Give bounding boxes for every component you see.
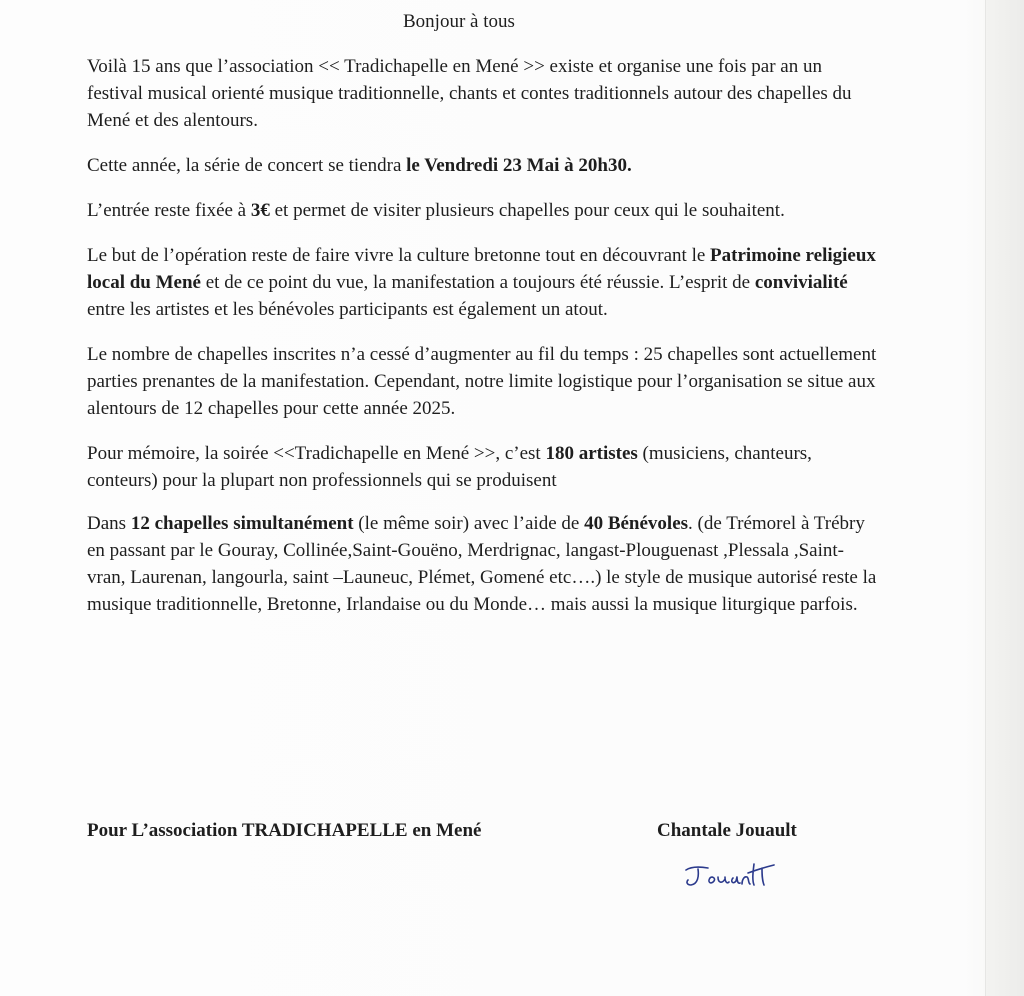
volunteers-highlight: 40 Bénévoles <box>584 513 689 534</box>
entry-fee: 3€ <box>250 200 270 221</box>
event-date: le Vendredi 23 Mai à 20h30. <box>406 155 632 176</box>
salutation: Bonjour à tous <box>403 11 515 32</box>
artists-tail: (musiciens, chanteurs, conteurs) pour la plupart non professionnels qui se produisent <box>87 443 812 491</box>
chapels-middle: (le même soir) avec l’aide de <box>353 513 585 534</box>
paragraph-chapels-volunteers <box>87 510 877 618</box>
goal-middle: et de ce point du vue, la manifestation a toujours été réussie. L’esprit de <box>201 272 755 293</box>
date-lead: Cette année, la série de concert se tiendra <box>87 155 407 176</box>
page-edge-shadow <box>985 0 1024 996</box>
artists-count: 180 artistes <box>545 443 638 464</box>
fee-lead: L’entrée reste fixée à <box>87 200 251 221</box>
paragraph-intro: Voilà 15 ans que l’association << Tradichapelle en Mené >> existe et organise une fois par an un festival musical orienté musique traditionnelle, chants et contes traditionnels autour des chapelles du Mené et des alentours. <box>87 56 852 131</box>
goal-lead: Le but de l’opération reste de faire vivre la culture bretonne tout en découvrant le <box>87 245 711 266</box>
conviviality-highlight: convivialité <box>754 272 848 293</box>
chapels-highlight: 12 chapelles simultanément <box>130 513 354 534</box>
signer-name: Chantale Jouault <box>657 820 797 841</box>
chapels-tail: . (de Trémorel à Trébry en passant par le Gouray, Collinée,Saint-Gouëno, Merdrignac, langast-Plouguenast ,Plessala ,Saint-vran, Laurenan, langourla, saint –Launeuc, Plémet, Gomené etc….) le style de musique autorisé reste la musique traditionnelle, Bretonne, Irlandaise ou du Monde… mais aussi la musique liturgique parfois. <box>87 513 877 615</box>
letter-body <box>87 8 877 636</box>
chapels-lead: Dans <box>87 513 131 534</box>
paragraph-artists <box>87 440 877 494</box>
handwritten-signature <box>678 856 798 896</box>
paragraph-entry-fee <box>87 197 877 224</box>
fee-tail: et permet de visiter plusieurs chapelles pour ceux qui le souhaitent. <box>269 200 785 221</box>
paragraph-goal <box>87 242 877 323</box>
artists-lead: Pour mémoire, la soirée <<Tradichapelle en Mené >>, c’est <box>87 443 546 464</box>
paragraph-chapel-count: Le nombre de chapelles inscrites n’a cessé d’augmenter au fil du temps : 25 chapelles sont actuellement parties prenantes de la manifestation. Cependant, notre limite logistique pour l’organisation se situe aux alentours de 12 chapelles pour cette année 2025. <box>87 344 877 419</box>
paragraph-date <box>87 152 877 179</box>
association-signoff: Pour L’association TRADICHAPELLE en Mené <box>87 820 482 841</box>
goal-tail: entre les artistes et les bénévoles participants est également un atout. <box>87 299 608 320</box>
heritage-highlight: Patrimoine religieux local du Mené <box>87 245 876 293</box>
